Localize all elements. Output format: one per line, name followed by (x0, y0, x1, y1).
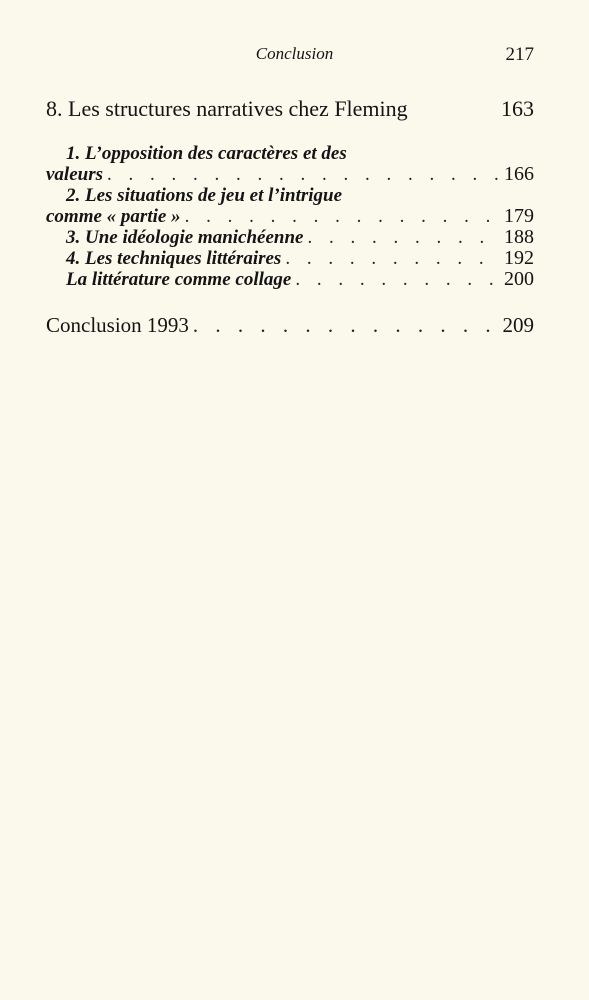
chapter-title: 8. Les structures narratives chez Fleming (46, 96, 408, 121)
toc-conclusion-entry (46, 313, 534, 338)
conclusion-page: 209 (502, 313, 534, 337)
section-page: 192 (504, 247, 534, 269)
running-title: Conclusion (255, 44, 334, 63)
toc-section-entry (46, 143, 534, 185)
section-page: 188 (504, 226, 534, 248)
section-title: La littérature comme collage (66, 269, 292, 290)
section-title: 3. Une idéologie manichéenne (66, 227, 304, 248)
toc-chapter-entry (46, 96, 534, 122)
toc-section-entry (46, 227, 534, 248)
dot-leader (291, 269, 500, 290)
toc-section-entry (46, 269, 534, 290)
section-title: 4. Les techniques littéraires (66, 248, 282, 269)
section-page: 179 (504, 205, 534, 227)
dot-leader (189, 313, 499, 338)
dot-leader (303, 227, 500, 248)
section-title-line2: comme « partie » (46, 206, 181, 227)
chapter-page: 163 (501, 96, 534, 121)
running-header (0, 44, 589, 68)
toc-section-entry (46, 185, 534, 227)
toc-section-entry (46, 248, 534, 269)
section-title-line1: 2. Les situations de jeu et l’intrigue (66, 185, 343, 206)
section-title-line1: 1. L’opposition des caractères et des (66, 143, 347, 164)
dot-leader (103, 164, 500, 185)
section-title-line2: valeurs (46, 164, 103, 185)
section-page: 200 (504, 268, 534, 290)
dot-leader (181, 206, 500, 227)
section-page: 166 (504, 163, 534, 185)
conclusion-title: Conclusion 1993 (46, 313, 189, 337)
dot-leader (281, 248, 500, 269)
page-number: 217 (505, 44, 534, 65)
